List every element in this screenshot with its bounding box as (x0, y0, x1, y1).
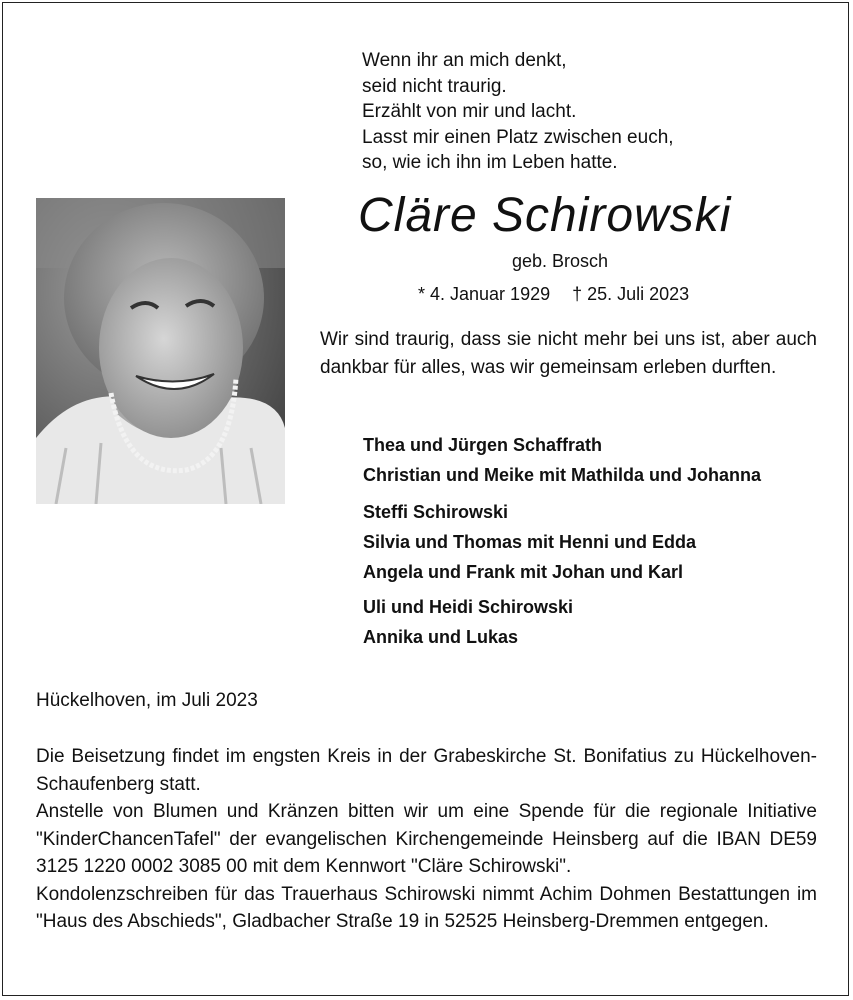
family-group (363, 497, 696, 587)
family-member: Thea und Jürgen Schaffrath (363, 435, 603, 455)
poem-line: seid nicht traurig. (362, 75, 507, 97)
birth-name: geb. Brosch (512, 251, 609, 271)
mourning-message: Wir sind traurig, dass sie nicht mehr bei uns ist, aber auch dankbar für alles, was wir gemeinsam erleben durften. (320, 329, 817, 378)
poem-line: so, wie ich ihn im Leben hatte. (362, 152, 618, 173)
portrait-photo (36, 198, 285, 504)
family-member: Angela und Frank mit Johan und Karl (363, 562, 684, 582)
family-group (363, 430, 761, 490)
place-date: Hückelhoven, im Juli 2023 (36, 690, 258, 711)
poem-line: Wenn ihr an mich denkt, (362, 50, 567, 71)
family-member: Steffi Schirowski (363, 502, 509, 522)
condolence-paragraph: Kondolenzschreiben für das Trauerhaus Schirowski nimmt Achim Dohmen Bestattungen im "Haus des Abschieds", Gladbacher Straße 19 in 52525 Heinsberg-Dremmen entgegen. (36, 883, 817, 932)
poem-line: Lasst mir einen Platz zwischen euch, (362, 126, 674, 148)
burial-paragraph: Die Beisetzung findet im engsten Kreis in der Grabeskirche St. Bonifatius zu Hückelhoven-Schaufenberg statt. (36, 746, 817, 795)
poem (362, 48, 674, 176)
death-date: † 25. Juli 2023 (572, 284, 690, 304)
portrait-illustration (36, 198, 285, 504)
donation-paragraph: Anstelle von Blumen und Kränzen bitten wir um eine Spende für die regionale Initiative "KinderChancenTafel" der evangelischen Kirchengemeinde Heinsberg auf die IBAN DE59 3125 1220 0002 3085 00 mit dem Kennwort "Cläre Schirowski". (36, 801, 817, 877)
family-member: Annika und Lukas (363, 627, 519, 647)
family-member: Uli und Heidi Schirowski (363, 597, 574, 617)
poem-line: Erzählt von mir und lacht. (362, 101, 577, 122)
birth-date: * 4. Januar 1929 (418, 284, 551, 304)
life-dates (418, 284, 689, 305)
family-member: Silvia und Thomas mit Henni und Edda (363, 532, 697, 552)
funeral-info (36, 743, 817, 936)
family-group (363, 592, 573, 652)
deceased-name: Cläre Schirowski (358, 189, 732, 242)
family-member: Christian und Meike mit Mathilda und Johanna (363, 465, 762, 485)
